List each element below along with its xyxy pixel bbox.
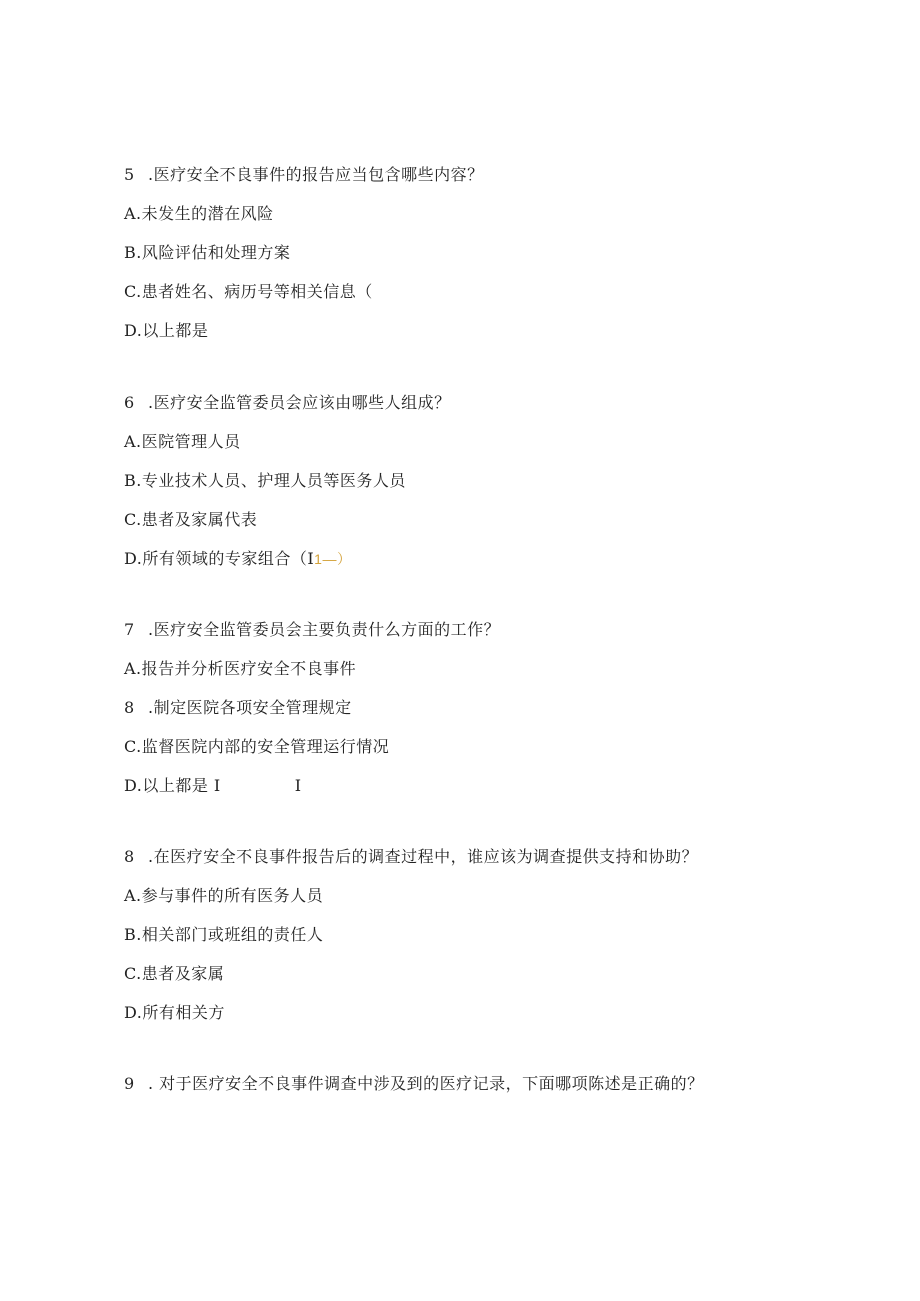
question-number: 7 — [124, 620, 135, 639]
option-tail-mark: I — [294, 776, 302, 795]
question-text: .在医疗安全不良事件报告后的调查过程中，谁应该为调查提供支持和协助？ — [148, 847, 699, 866]
question-number: 5 — [124, 165, 135, 184]
question-5-stem — [124, 165, 484, 185]
question-8-option-d: D.所有相关方 — [124, 1003, 225, 1022]
question-7-option-c: C.监督医院内部的安全管理运行情况 — [124, 737, 390, 756]
question-number: 8 — [124, 847, 135, 866]
question-text: . 对于医疗安全不良事件调查中涉及到的医疗记录，下面哪项陈述是正确的？ — [148, 1074, 704, 1093]
question-text: .医疗安全监管委员会主要负责什么方面的工作？ — [148, 620, 501, 639]
question-text: .医疗安全监管委员会应该由哪些人组成？ — [148, 393, 451, 412]
question-5-option-c: C.患者姓名、病历号等相关信息（ — [124, 282, 373, 301]
question-6-option-d — [124, 549, 351, 569]
question-8-stem — [124, 847, 698, 867]
question-5-option-d: D.以上都是 — [124, 321, 209, 340]
question-8-option-a: A.参与事件的所有医务人员 — [124, 886, 324, 905]
question-6-stem — [124, 393, 451, 413]
question-5-option-b: B.风险评估和处理方案 — [124, 243, 291, 262]
option-text: D.以上都是 I — [124, 776, 221, 795]
question-5-option-a: A.未发生的潜在风险 — [124, 204, 274, 223]
option-text: D.所有领域的专家组合（I — [124, 549, 315, 568]
question-7-stem — [124, 620, 500, 640]
question-text: .医疗安全不良事件的报告应当包含哪些内容？ — [148, 165, 484, 184]
question-7-option-d — [124, 776, 302, 796]
question-number: 9 — [124, 1074, 135, 1093]
question-number: 6 — [124, 393, 135, 412]
question-6-option-b: B.专业技术人员、护理人员等医务人员 — [124, 471, 406, 490]
question-7-option-b — [124, 698, 352, 718]
option-number: 8 — [124, 698, 135, 717]
question-8-option-b: B.相关部门或班组的责任人 — [124, 925, 324, 944]
question-6-option-a: A.医院管理人员 — [124, 432, 241, 451]
question-6-option-c: C.患者及家属代表 — [124, 510, 258, 529]
question-7-option-a: A.报告并分析医疗安全不良事件 — [124, 659, 357, 678]
annotation-mark: 1—） — [314, 551, 352, 567]
question-8-option-c: C.患者及家属 — [124, 964, 225, 983]
question-9-stem — [124, 1074, 704, 1094]
option-text: .制定医院各项安全管理规定 — [148, 698, 352, 717]
